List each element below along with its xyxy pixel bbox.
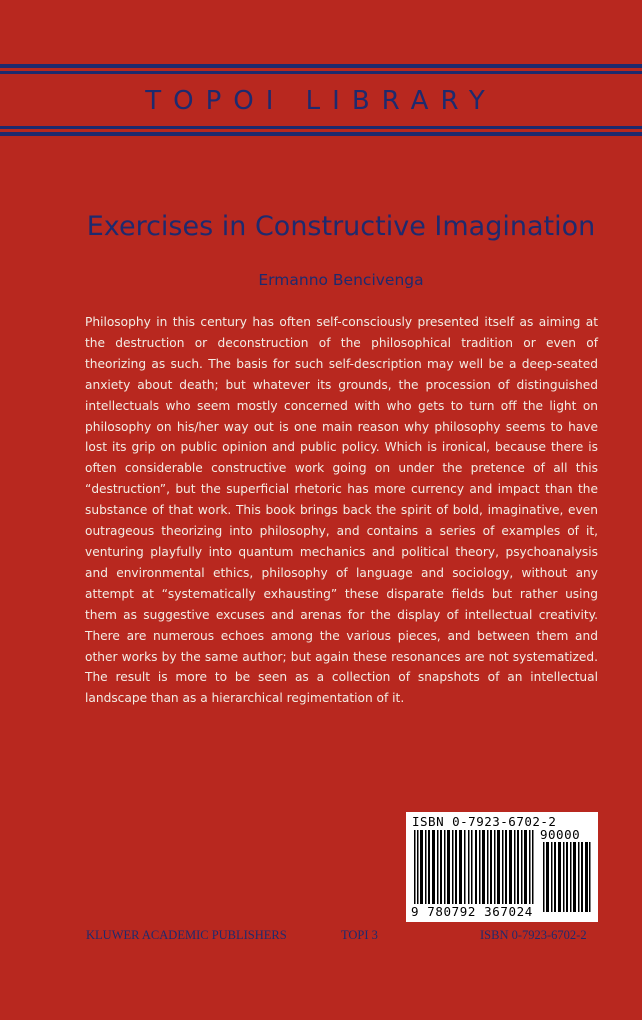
top-stripe-2 [0, 71, 642, 74]
series-number: TOPI 3 [341, 928, 378, 942]
footer-isbn: ISBN 0-7923-6702-2 [480, 928, 587, 942]
barcode-ean-digits: 9 780792 367024 [411, 904, 533, 919]
barcode [406, 812, 598, 922]
top-stripe-1 [0, 64, 642, 68]
publisher-name: KLUWER ACADEMIC PUBLISHERS [86, 928, 287, 942]
barcode-bars-icon [412, 830, 536, 912]
author-name: Ermanno Bencivenga [258, 271, 424, 289]
book-description: Philosophy in this century has often self-consciously presented itself as aiming at the destruction or deconstruction of the philosophical tradition or even of theorizing as such. The basis for such self-description may well be a deep-seated anxiety about death; but whatever its grounds, the procession of distinguished intellectuals who seem mostly concerned with who gets to turn off the light on philosophy on his/her way out is one main reason why philosophy seems to have lost its grip on public opinion and public policy. Which is ironical, because there is often considerable constructive work going on under the pretence of all this “destruction”, but the superficial rhetoric has more currency and impact than the substance of that work. This book brings back the spirit of bold, imaginative, even outrageous theorizing into philosophy, and contains a series of examples of it, venturing playfully into quantum mechanics and political theory, psychoanalysis and environmental ethics, philosophy of language and sociology, without any attempt at “systematically exhausting” these disparate fields but rather using them as suggestive excuses and arenas for the display of intellectual creativity. There are numerous echoes among the various pieces, and between them and other works by the same author; but again these resonances are not systematized. The result is more to be seen as a collection of snapshots of an intellectual landscape than as a hierarchical regimentation of it. [85, 315, 598, 706]
series-title: TOPOI LIBRARY [145, 86, 497, 116]
bottom-stripe-2 [0, 132, 642, 136]
barcode-isbn-label: ISBN 0-7923-6702-2 [412, 814, 557, 829]
barcode-addon-bars-icon [542, 842, 592, 912]
bottom-stripe-1 [0, 126, 642, 129]
barcode-addon-digits: 90000 [540, 827, 581, 842]
book-title: Exercises in Constructive Imagination [86, 211, 596, 242]
